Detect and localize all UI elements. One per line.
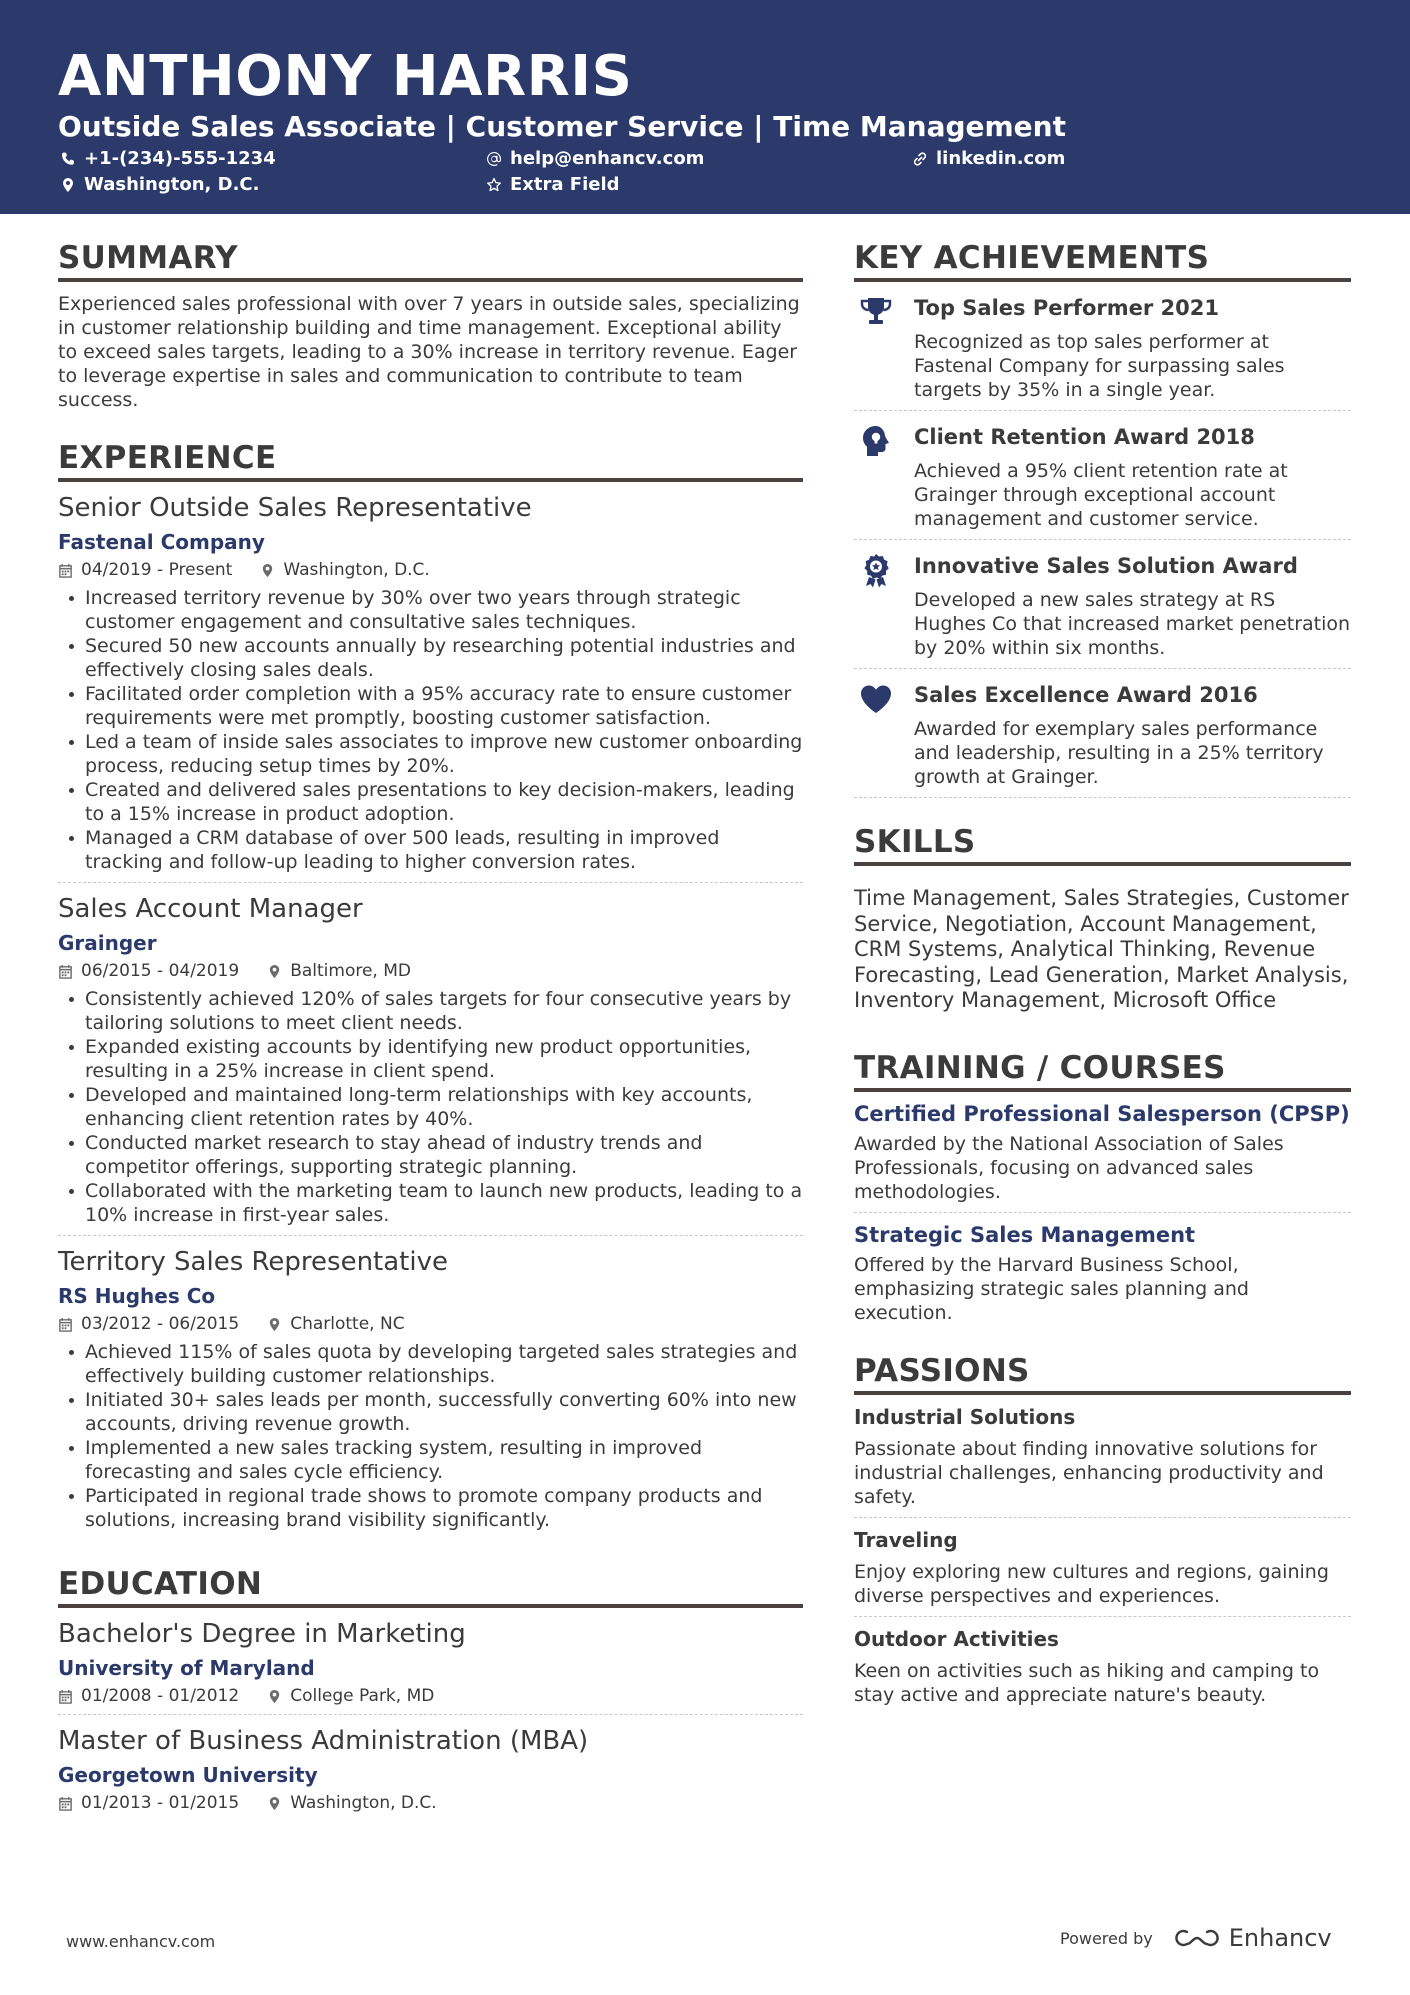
- edu-location: College Park, MD: [290, 1686, 435, 1706]
- entry-divider: [854, 1517, 1351, 1518]
- job-company: Fastenal Company: [58, 530, 265, 554]
- achievement-item: [854, 669, 1351, 798]
- candidate-title: Outside Sales Associate | Customer Service | Time Management: [58, 110, 1066, 143]
- heart-icon: [858, 681, 894, 717]
- passion-item: [854, 1405, 1351, 1518]
- calendar-icon: [58, 1317, 73, 1332]
- left-column: [58, 240, 803, 1813]
- passion-desc: Enjoy exploring new cultures and regions, gaining diverse perspectives and experiences.: [854, 1560, 1329, 1607]
- training-heading: TRAINING / COURSES: [854, 1050, 1351, 1092]
- job-company: RS Hughes Co: [58, 1284, 216, 1308]
- job-bullet: Conducted market research to stay ahead of industry trends and competitor offerings, supporting strategic planning.: [58, 1131, 803, 1179]
- achievement-title: Sales Excellence Award 2016: [914, 683, 1258, 707]
- location-pin-icon: [267, 1796, 282, 1811]
- job-bullets: [58, 987, 803, 1227]
- job-bullet: Led a team of inside sales associates to improve new customer onboarding process, reducing setup times by 20%.: [58, 730, 803, 778]
- job-role: Territory Sales Representative: [58, 1247, 448, 1277]
- job-bullet: Consistently achieved 120% of sales targets for four consecutive years by tailoring solutions to meet client needs.: [58, 987, 803, 1035]
- passions-heading: PASSIONS: [854, 1353, 1351, 1395]
- course-title: Certified Professional Salesperson (CPSP): [854, 1101, 1350, 1126]
- entry-divider: [854, 1616, 1351, 1617]
- contact-email[interactable]: [486, 148, 704, 169]
- achievement-desc: Developed a new sales strategy at RS Hughes Co that increased market penetration by 20% within six months.: [914, 589, 1351, 659]
- job-role: Senior Outside Sales Representative: [58, 493, 532, 523]
- edu-dates: 01/2008 - 01/2012: [81, 1686, 240, 1706]
- job-bullet: Developed and maintained long-term relationships with key accounts, enhancing client retention rates by 40%.: [58, 1083, 803, 1131]
- location-text: Washington, D.C.: [84, 174, 260, 195]
- course-item: [854, 1223, 1351, 1325]
- passion-desc: Passionate about finding innovative solutions for industrial challenges, enhancing productivity and safety.: [854, 1437, 1324, 1508]
- education-entry: [58, 1725, 803, 1813]
- course-title: Strategic Sales Management: [854, 1222, 1196, 1247]
- passion-item: [854, 1528, 1351, 1617]
- summary-heading: SUMMARY: [58, 240, 803, 282]
- job-bullet: Collaborated with the marketing team to launch new products, leading to a 10% increase in first-year sales.: [58, 1179, 803, 1227]
- achievement-item: [854, 540, 1351, 669]
- resume-header: [0, 0, 1410, 214]
- job-meta: [58, 961, 803, 981]
- edu-meta: [58, 1686, 803, 1706]
- achievement-title: Innovative Sales Solution Award: [914, 554, 1298, 578]
- achievement-desc: Awarded for exemplary sales performance and leadership, resulting in a 25% territory growth at Grainger.: [914, 718, 1324, 788]
- edu-school: Georgetown University: [58, 1763, 318, 1787]
- job-company: Grainger: [58, 931, 157, 955]
- powered-by-label: Powered by: [1060, 1928, 1153, 1948]
- entry-divider: [58, 1714, 803, 1715]
- edu-dates: 01/2013 - 01/2015: [81, 1793, 240, 1813]
- achievement-item: [854, 282, 1351, 411]
- edu-meta: [58, 1793, 803, 1813]
- edu-degree: Bachelor's Degree in Marketing: [58, 1619, 466, 1649]
- education-entry: [58, 1618, 803, 1715]
- job-bullet: Participated in regional trade shows to promote company products and solutions, increasing brand visibility significantly.: [58, 1484, 803, 1532]
- location-pin-icon: [267, 1689, 282, 1704]
- passion-title: Outdoor Activities: [854, 1626, 1059, 1651]
- star-icon: [486, 177, 502, 193]
- course-desc: Offered by the Harvard Business School, emphasizing strategic sales planning and execution.: [854, 1253, 1249, 1324]
- location-pin-icon: [267, 1317, 282, 1332]
- job-role: Sales Account Manager: [58, 894, 363, 924]
- achievement-desc: Recognized as top sales performer at Fastenal Company for surpassing sales targets by 35% in a single year.: [914, 331, 1285, 401]
- phone-text: +1-(234)-555-1234: [84, 148, 276, 169]
- job-bullet: Achieved 115% of sales quota by developing targeted sales strategies and effectively building customer relationships.: [58, 1340, 803, 1388]
- job-entry: [58, 893, 803, 1236]
- location-pin-icon: [60, 177, 76, 193]
- link-icon: [912, 151, 928, 167]
- education-heading: EDUCATION: [58, 1566, 803, 1608]
- candidate-name: ANTHONY HARRIS: [58, 44, 633, 109]
- job-bullet: Implemented a new sales tracking system, resulting in improved forecasting and sales cycle efficiency.: [58, 1436, 803, 1484]
- brand-name: Enhancv: [1228, 1924, 1332, 1952]
- edu-location-wrap: [267, 1686, 434, 1706]
- job-bullets: [58, 586, 803, 874]
- job-bullet: Managed a CRM database of over 500 leads, resulting in improved tracking and follow-up leading to higher conversion rates.: [58, 826, 803, 874]
- course-item: [854, 1102, 1351, 1213]
- passion-title: Industrial Solutions: [854, 1404, 1076, 1429]
- linkedin-text: linkedin.com: [936, 148, 1066, 169]
- job-entry: [58, 492, 803, 883]
- job-location-wrap: [267, 1314, 404, 1334]
- edu-school: University of Maryland: [58, 1656, 315, 1680]
- at-icon: [486, 151, 502, 167]
- job-bullet: Increased territory revenue by 30% over two years through strategic customer engagement and consultative sales techniques.: [58, 586, 803, 634]
- award-ribbon-icon: [858, 552, 894, 588]
- edu-degree: Master of Business Administration (MBA): [58, 1726, 589, 1756]
- brand-logo: [1173, 1924, 1332, 1952]
- job-location-wrap: [267, 961, 411, 981]
- job-dates: 04/2019 - Present: [81, 560, 233, 580]
- course-desc: Awarded by the National Association of Sales Professionals, focusing on advanced sales methodologies.: [854, 1132, 1284, 1203]
- achievement-item: [854, 411, 1351, 540]
- right-column: [854, 240, 1351, 1707]
- phone-icon: [60, 151, 76, 167]
- contact-extra: [486, 174, 620, 195]
- achievement-title: Top Sales Performer 2021: [914, 296, 1220, 320]
- job-meta: [58, 560, 803, 580]
- job-dates: 03/2012 - 06/2015: [81, 1314, 240, 1334]
- experience-heading: EXPERIENCE: [58, 440, 803, 482]
- job-bullet: Facilitated order completion with a 95% accuracy rate to ensure customer requirements were met promptly, boosting customer satisfaction.: [58, 682, 803, 730]
- passion-desc: Keen on activities such as hiking and camping to stay active and appreciate nature's beauty.: [854, 1659, 1320, 1706]
- skills-text: Time Management, Sales Strategies, Customer Service, Negotiation, Account Management, CRM Systems, Analytical Thinking, Revenue Forecasting, Lead Generation, Market Analysis, Inventory Management, Microsoft Office: [854, 886, 1349, 1012]
- job-dates: 06/2015 - 04/2019: [81, 961, 240, 981]
- job-bullet: Secured 50 new accounts annually by researching potential industries and effectively closing sales deals.: [58, 634, 803, 682]
- entry-divider: [854, 1212, 1351, 1213]
- achievements-heading: KEY ACHIEVEMENTS: [854, 240, 1351, 282]
- passion-title: Traveling: [854, 1527, 958, 1552]
- job-location-wrap: [260, 560, 429, 580]
- calendar-icon: [58, 1796, 73, 1811]
- achievement-title: Client Retention Award 2018: [914, 425, 1255, 449]
- edu-location-wrap: [267, 1793, 436, 1813]
- summary-text: Experienced sales professional with over 7 years in outside sales, specializing in customer relationship building and time management. Exceptional ability to exceed sales targets, leading to a 30% increase in territory revenue. Eager to leverage expertise in sales and communication to contribute to team success.: [58, 293, 800, 411]
- edu-location: Washington, D.C.: [290, 1793, 437, 1813]
- achievement-desc: Achieved a 95% client retention rate at Grainger through exceptional account management and customer service.: [914, 460, 1288, 530]
- entry-divider: [58, 882, 803, 883]
- contact-phone[interactable]: [60, 148, 276, 169]
- passion-item: [854, 1627, 1351, 1707]
- calendar-icon: [58, 1689, 73, 1704]
- job-location: Baltimore, MD: [290, 961, 411, 981]
- job-bullet: Expanded existing accounts by identifying new product opportunities, resulting in a 25% increase in client spend.: [58, 1035, 803, 1083]
- location-pin-icon: [260, 563, 275, 578]
- job-entry: [58, 1246, 803, 1532]
- head-idea-icon: [858, 423, 894, 459]
- job-meta: [58, 1314, 803, 1334]
- trophy-icon: [858, 294, 894, 330]
- footer-branding[interactable]: [1060, 1924, 1332, 1952]
- job-bullets: [58, 1340, 803, 1532]
- calendar-icon: [58, 964, 73, 979]
- job-location: Charlotte, NC: [290, 1314, 405, 1334]
- email-text: help@enhancv.com: [510, 148, 705, 169]
- job-location: Washington, D.C.: [283, 560, 430, 580]
- entry-divider: [58, 1235, 803, 1236]
- skills-heading: SKILLS: [854, 824, 1351, 866]
- extra-field-text: Extra Field: [510, 174, 620, 195]
- contact-linkedin[interactable]: [912, 148, 1065, 169]
- job-bullet: Created and delivered sales presentations to key decision-makers, leading to a 15% increase in product adoption.: [58, 778, 803, 826]
- job-bullet: Initiated 30+ sales leads per month, successfully converting 60% into new accounts, driving revenue growth.: [58, 1388, 803, 1436]
- contact-location: [60, 174, 259, 195]
- location-pin-icon: [267, 964, 282, 979]
- enhancv-logo-icon: [1173, 1926, 1221, 1950]
- footer-website-link[interactable]: www.enhancv.com: [66, 1932, 216, 1951]
- calendar-icon: [58, 563, 73, 578]
